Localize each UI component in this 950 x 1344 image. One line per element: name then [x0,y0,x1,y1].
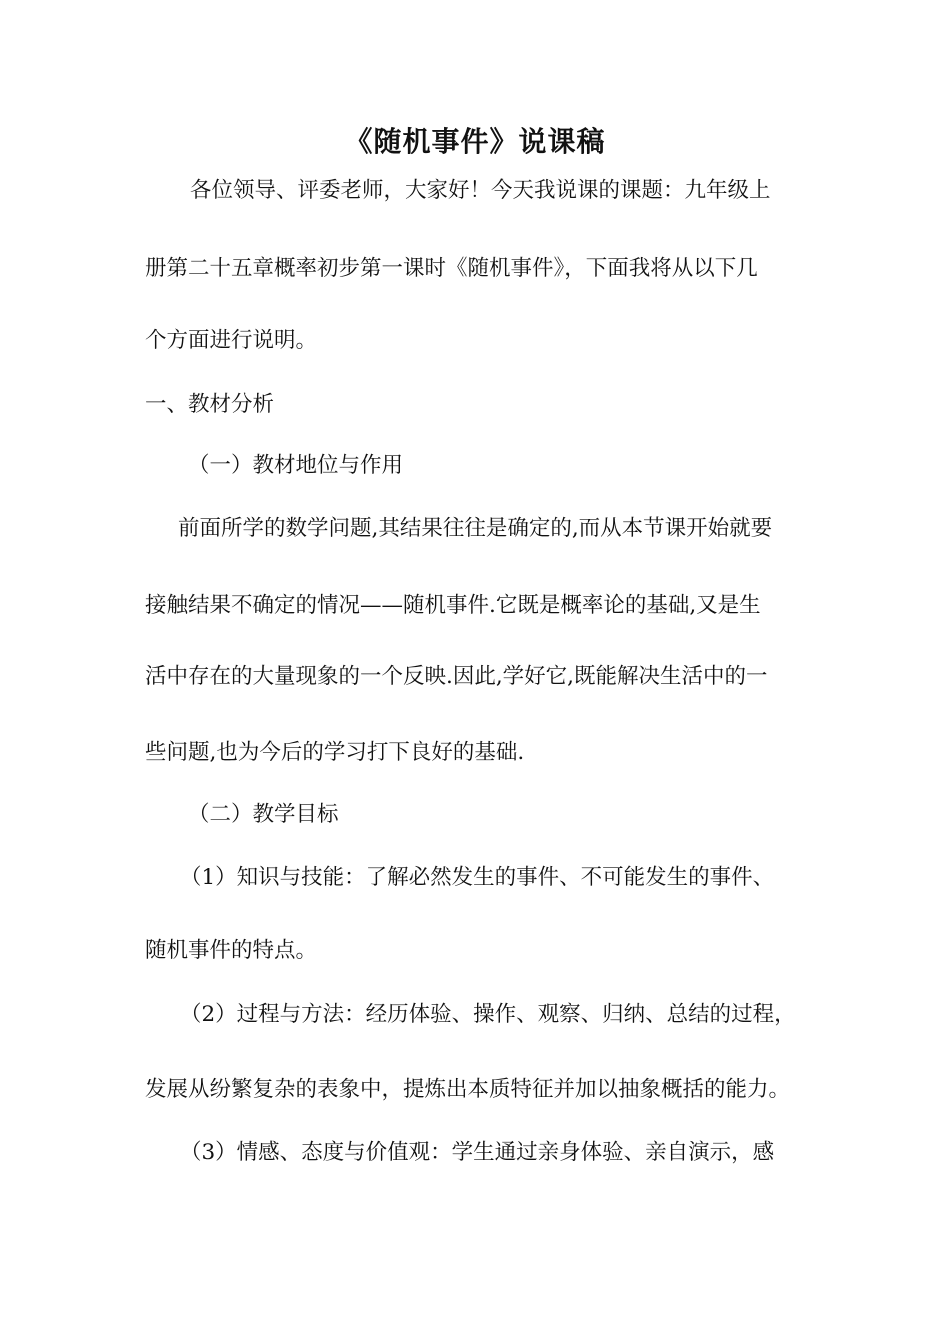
intro-line-1: 各位领导、评委老师，大家好！今天我说课的课题：九年级上 [190,178,771,203]
paragraph-line-4: 些问题,也为今后的学习打下良好的基础. [145,740,525,765]
intro-line-2: 册第二十五章概率初步第一课时《随机事件》，下面我将从以下几 [145,256,758,281]
subsection-heading-1: （一）教材地位与作用 [188,453,404,478]
paragraph-line-3: 活中存在的大量现象的一个反映.因此,学好它,既能解决生活中的一 [145,664,768,689]
objective-1-line-2: 随机事件的特点。 [145,938,318,963]
objective-1-line-1: （1）知识与技能：了解必然发生的事件、不可能发生的事件、 [180,865,775,890]
document-title: 《随机事件》说课稿 [344,125,606,158]
objective-2-line-2: 发展从纷繁复杂的表象中，提炼出本质特征并加以抽象概括的能力。 [145,1077,791,1102]
paragraph-line-2: 接触结果不确定的情况——随机事件.它既是概率论的基础,又是生 [145,593,761,618]
subsection-heading-2: （二）教学目标 [188,802,339,827]
objective-2-line-1: （2）过程与方法：经历体验、操作、观察、归纳、总结的过程， [180,1002,796,1027]
section-heading-1: 一、教材分析 [145,392,275,417]
intro-line-3: 个方面进行说明。 [145,328,318,353]
objective-3-line-1: （3）情感、态度与价值观：学生通过亲身体验、亲自演示，感 [180,1140,775,1165]
paragraph-line-1: 前面所学的数学问题,其结果往往是确定的,而从本节课开始就要 [178,516,773,541]
